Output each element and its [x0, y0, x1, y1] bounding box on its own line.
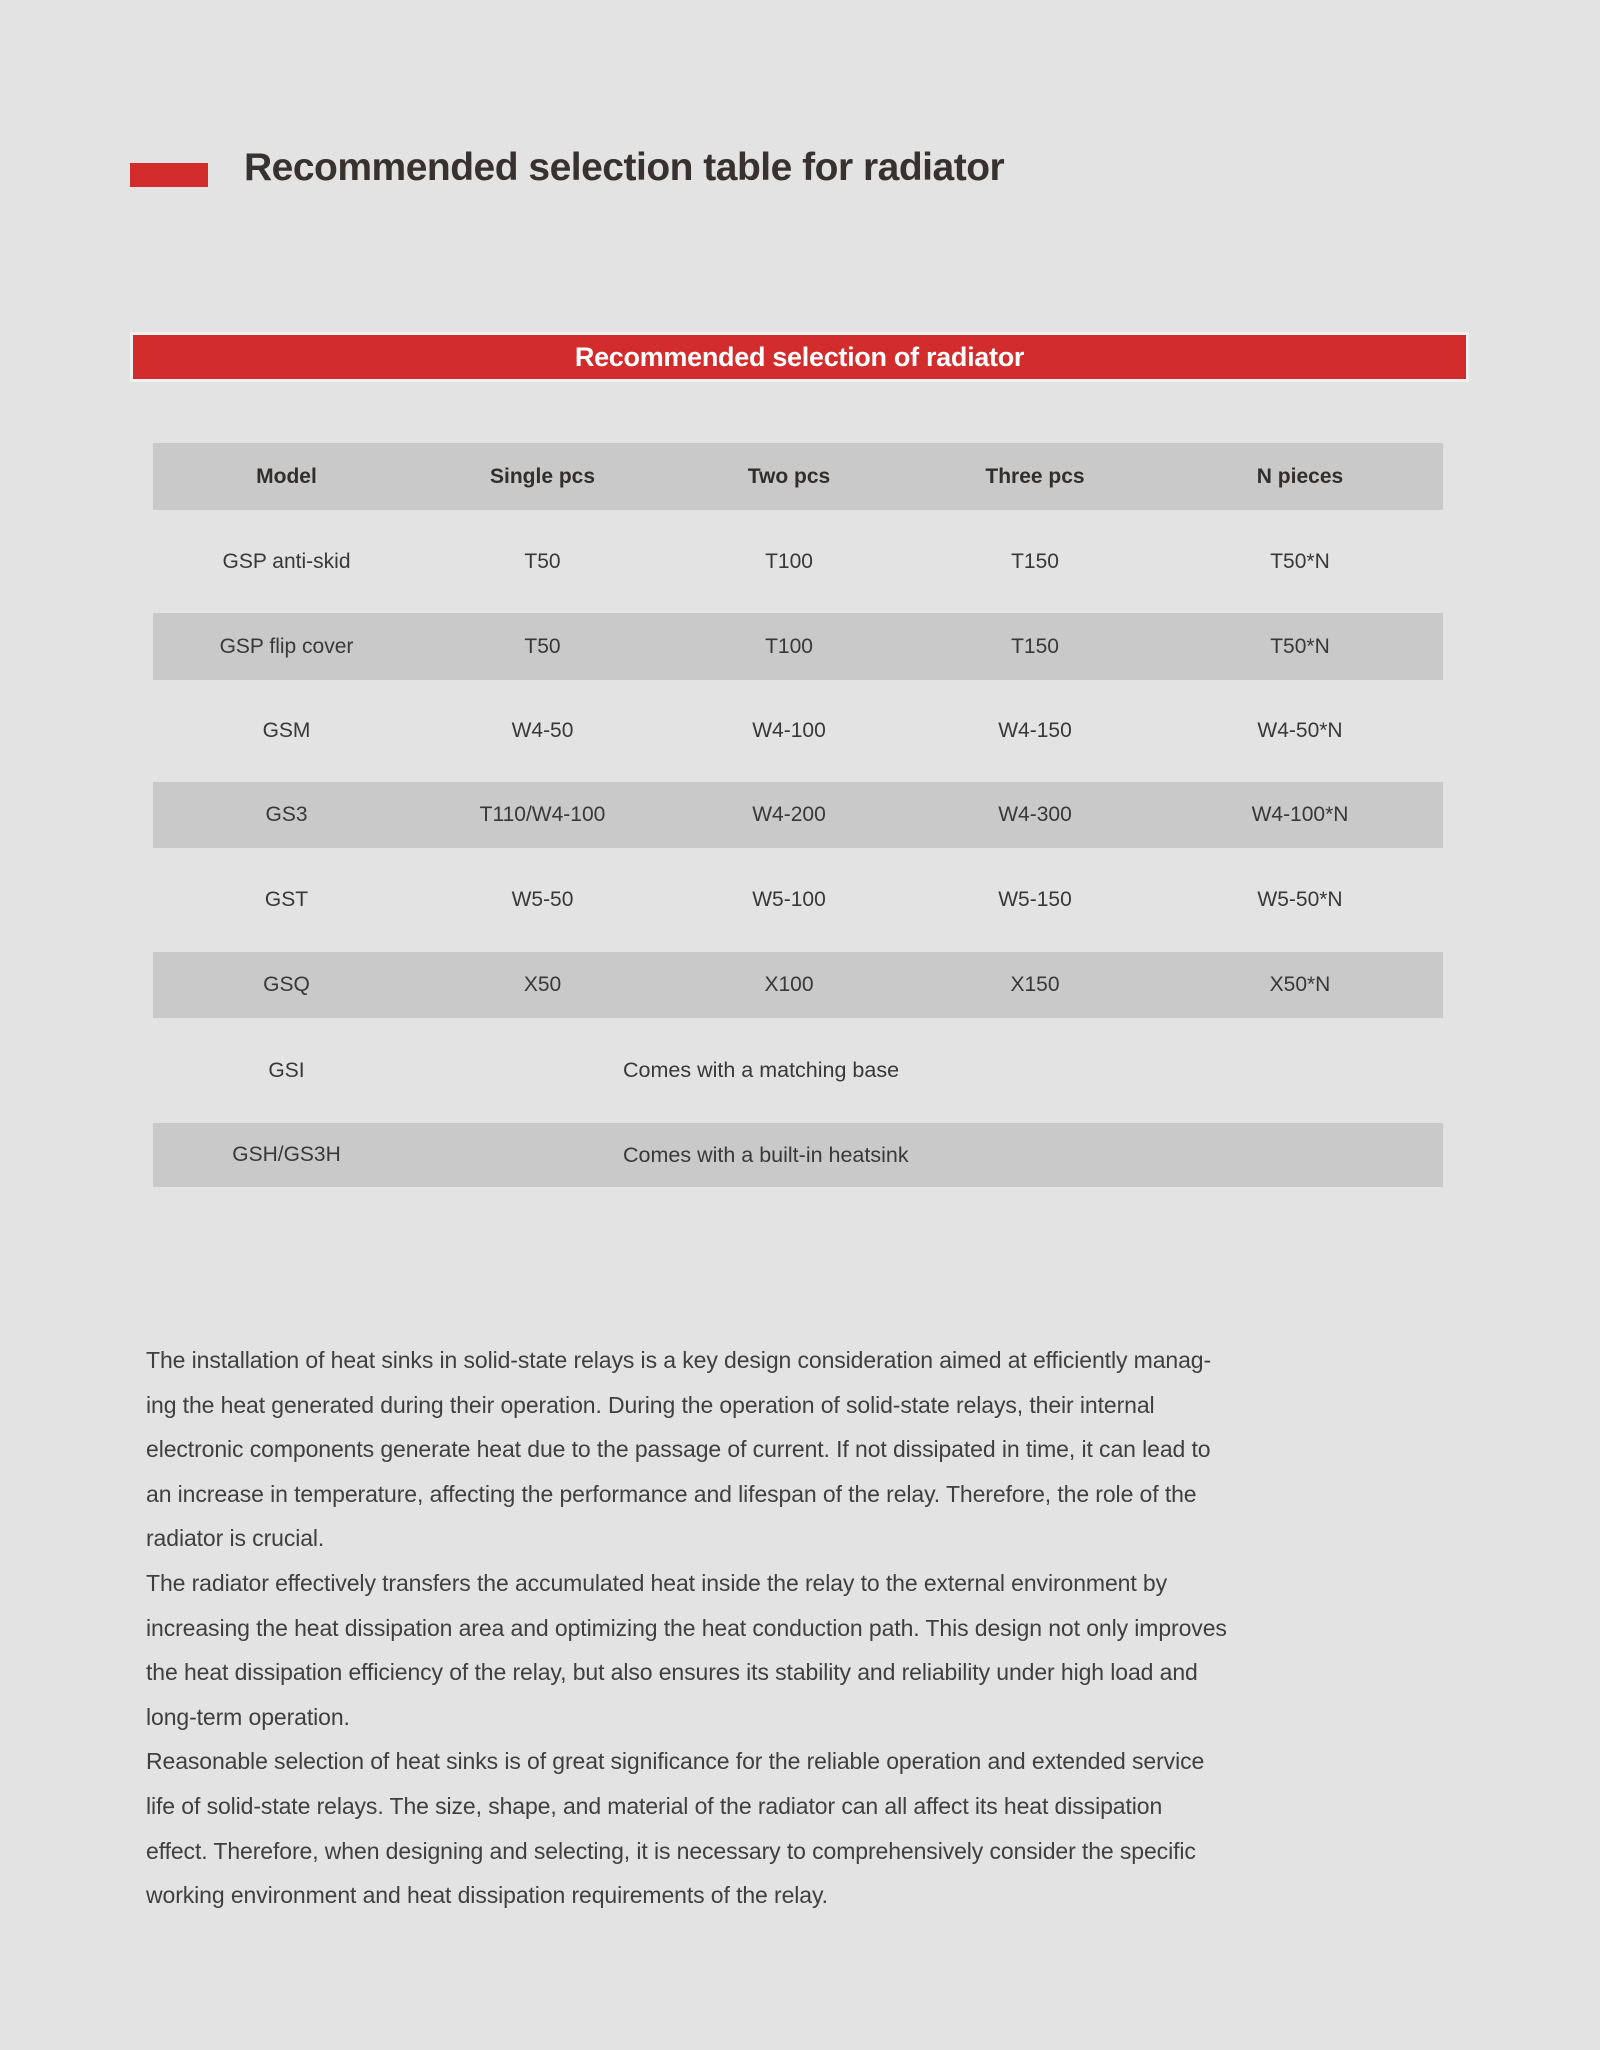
cell-two: X100: [764, 973, 814, 996]
cell-three: W4-300: [998, 803, 1072, 826]
cell-n: T50*N: [1270, 549, 1330, 573]
paragraph-line: radiator is crucial.: [146, 1525, 325, 1552]
paragraph-line: Reasonable selection of heat sinks is of great significance for the reliable operation and extended service: [146, 1748, 1205, 1775]
cell-n: W5-50*N: [1257, 888, 1343, 911]
paragraph-line: an increase in temperature, affecting the performance and lifespan of the relay. Therefore, the role of the: [146, 1480, 1197, 1507]
table-row: [153, 680, 1443, 782]
paragraph-line: effect. Therefore, when designing and selecting, it is necessary to comprehensively consider the specific: [146, 1837, 1196, 1864]
cell-model: GSQ: [263, 973, 310, 996]
cell-n: W4-100*N: [1251, 803, 1349, 826]
cell-note: Comes with a built-in heatsink: [623, 1142, 909, 1167]
paragraph-line: ing the heat generated during their operation. During the operation of solid-state relays, their internal: [146, 1391, 1155, 1418]
cell-single: X50: [523, 973, 562, 996]
col-header-three: Three pcs: [985, 464, 1085, 488]
table-row: [153, 1018, 1443, 1123]
table-header-row: [153, 443, 1443, 510]
cell-n: W4-50*N: [1257, 719, 1343, 742]
cell-single: T50: [524, 549, 561, 573]
page-title: Recommended selection table for radiator: [244, 146, 1005, 189]
banner-label: Recommended selection of radiator: [574, 341, 1025, 372]
table-row: [153, 782, 1443, 848]
paragraph-line: The radiator effectively transfers the accumulated heat inside the relay to the external environment by: [146, 1569, 1168, 1596]
table-banner: [133, 335, 1466, 379]
col-header-model: Model: [256, 464, 317, 488]
paragraph-line: electronic components generate heat due to the passage of current. If not dissipated in time, it can lead to: [146, 1436, 1211, 1463]
cell-model: GST: [264, 888, 309, 911]
col-header-single: Single pcs: [489, 464, 596, 488]
paragraph-line: long-term operation.: [146, 1703, 350, 1730]
cell-n: T50*N: [1270, 634, 1330, 658]
cell-two: T100: [765, 549, 813, 573]
cell-single: W4-50: [511, 719, 574, 742]
cell-model: GSI: [268, 1058, 305, 1082]
cell-model: GSH/GS3H: [232, 1143, 341, 1166]
cell-model: GSM: [262, 719, 311, 742]
cell-model: GS3: [265, 803, 308, 826]
paragraph-line: life of solid-state relays. The size, shape, and material of the radiator can all affect its heat dissipation: [146, 1792, 1163, 1819]
cell-model: GSP flip cover: [219, 634, 354, 658]
cell-note: Comes with a matching base: [623, 1058, 900, 1082]
paragraph-line: the heat dissipation efficiency of the relay, but also ensures its stability and reliability under high load and: [146, 1659, 1198, 1686]
red-marker: [130, 163, 208, 187]
table-row: [153, 952, 1443, 1018]
cell-three: X150: [1010, 973, 1060, 996]
col-header-two: Two pcs: [747, 464, 831, 488]
table-row: [153, 510, 1443, 613]
cell-single: T110/W4-100: [479, 803, 606, 826]
cell-two: W4-200: [752, 803, 826, 826]
table-row: [153, 848, 1443, 952]
table-row: [153, 613, 1443, 680]
description-text: [146, 1338, 1466, 1918]
table-row: [153, 1123, 1443, 1187]
cell-two: W4-100: [752, 719, 826, 742]
cell-two: W5-100: [752, 888, 826, 911]
col-header-n: N pieces: [1256, 464, 1344, 488]
cell-two: T100: [765, 634, 813, 658]
cell-three: W5-150: [998, 888, 1072, 911]
cell-model: GSP anti-skid: [222, 549, 351, 573]
paragraph-line: increasing the heat dissipation area and optimizing the heat conduction path. This design not only improves: [146, 1614, 1227, 1641]
cell-three: W4-150: [998, 719, 1072, 742]
cell-three: T150: [1011, 549, 1059, 573]
paragraph-line: working environment and heat dissipation requirements of the relay.: [146, 1882, 828, 1909]
cell-single: T50: [524, 634, 561, 658]
cell-n: X50*N: [1269, 973, 1331, 996]
cell-single: W5-50: [511, 888, 574, 911]
paragraph-line: The installation of heat sinks in solid-state relays is a key design consideration aimed at efficiently manag-: [146, 1347, 1212, 1373]
radiator-selection-table: [153, 443, 1443, 1187]
cell-three: T150: [1011, 634, 1059, 658]
